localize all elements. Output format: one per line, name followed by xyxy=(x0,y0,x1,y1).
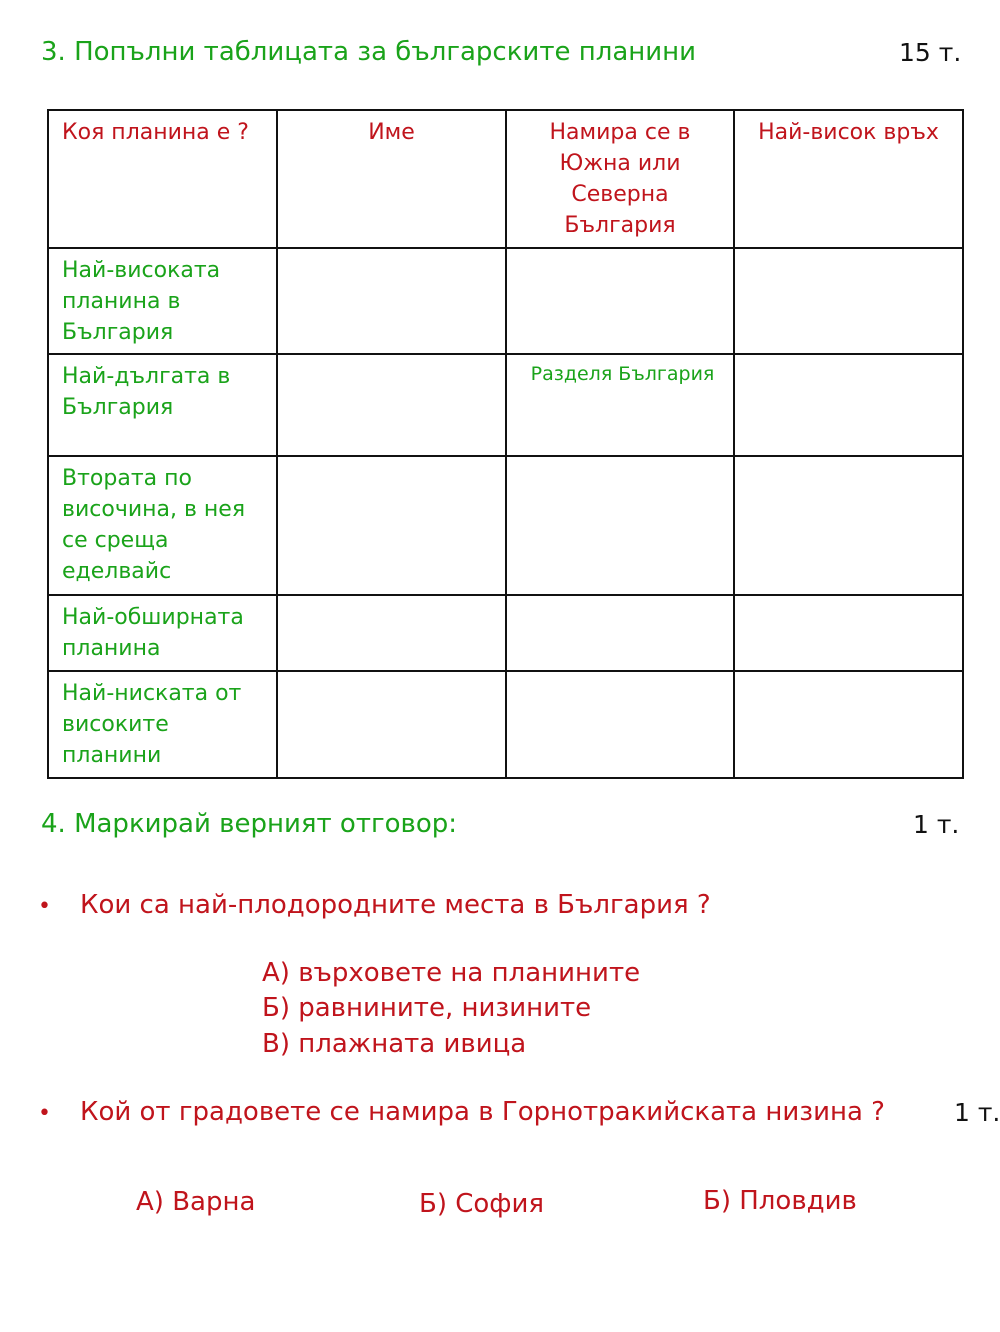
answer-option[interactable]: А) Варна xyxy=(136,1187,256,1217)
section4-title: 4. Маркирай верният отговор: xyxy=(41,809,458,839)
peak-cell[interactable] xyxy=(734,671,963,778)
table-row xyxy=(48,354,963,456)
bullet-icon: • xyxy=(38,894,51,919)
table-row xyxy=(48,456,963,595)
location-cell[interactable] xyxy=(506,456,734,595)
table-header-row xyxy=(48,110,963,248)
peak-cell[interactable] xyxy=(734,248,963,354)
row-label: Най-дългата в България xyxy=(48,354,277,456)
table-row xyxy=(48,671,963,778)
row-label: Втората по височина, в нея се среща еделвайс xyxy=(48,456,277,595)
location-cell[interactable]: Разделя България xyxy=(506,354,734,456)
answer-option[interactable]: Б) Пловдив xyxy=(703,1186,857,1216)
name-cell[interactable] xyxy=(277,671,506,778)
name-cell[interactable] xyxy=(277,456,506,595)
row-label: Най-ниската от високите планини xyxy=(48,671,277,778)
header-highest-peak: Най-висок връх xyxy=(734,110,963,248)
question-text: Кой от градовете се намира в Горнотракийската низина ? xyxy=(80,1097,885,1127)
table-row xyxy=(48,248,963,354)
answer-option[interactable]: Б) София xyxy=(419,1189,545,1219)
location-cell[interactable] xyxy=(506,595,734,671)
question-text: Кои са най-плодородните места в България ? xyxy=(80,890,711,920)
section3-points: 15 т. xyxy=(899,38,962,67)
header-location: Намира се в Южна или Северна България xyxy=(506,110,734,248)
question-points: 1 т. xyxy=(954,1098,1000,1127)
peak-cell[interactable] xyxy=(734,354,963,456)
peak-cell[interactable] xyxy=(734,595,963,671)
peak-cell[interactable] xyxy=(734,456,963,595)
bullet-icon: • xyxy=(38,1101,51,1126)
header-name: Име xyxy=(277,110,506,248)
location-cell[interactable] xyxy=(506,671,734,778)
section3-title: 3. Попълни таблицата за българските планини xyxy=(41,37,697,67)
section4-points: 1 т. xyxy=(913,810,960,839)
row-label: Най-високата планина в България xyxy=(48,248,277,354)
mountains-table xyxy=(47,109,964,779)
location-cell[interactable] xyxy=(506,248,734,354)
table-row xyxy=(48,595,963,671)
name-cell[interactable] xyxy=(277,248,506,354)
header-which-mountain: Коя планина е ? xyxy=(48,110,277,248)
answer-option[interactable]: А) върховете на планините xyxy=(262,958,641,988)
name-cell[interactable] xyxy=(277,595,506,671)
row-label: Най-обширната планина xyxy=(48,595,277,671)
answer-option[interactable]: В) плажната ивица xyxy=(262,1029,527,1059)
answer-option[interactable]: Б) равнините, низините xyxy=(262,993,592,1023)
name-cell[interactable] xyxy=(277,354,506,456)
